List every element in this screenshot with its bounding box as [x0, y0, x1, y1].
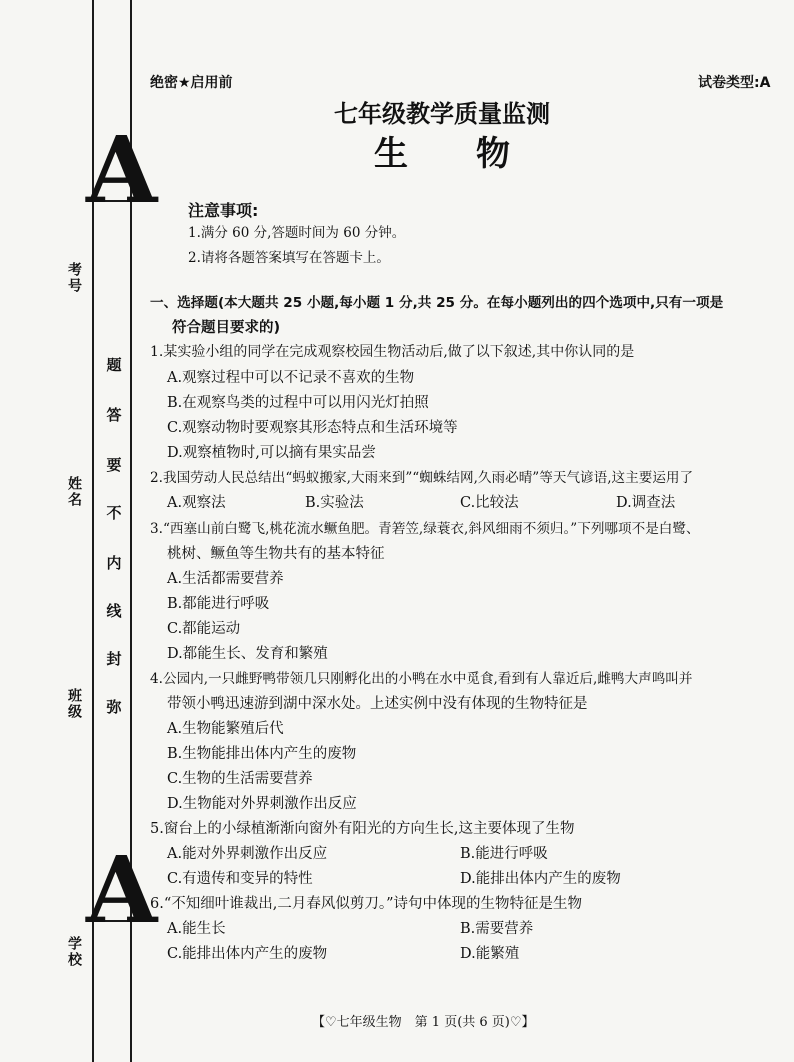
- option-d: D.观察植物时,可以摘有果实品尝: [167, 445, 376, 461]
- option-d: D.生物能对外界刺激作出反应: [167, 796, 357, 812]
- class-label: 班级: [66, 688, 82, 720]
- option-a: A.生物能繁殖后代: [167, 721, 284, 737]
- seal-char: 要: [106, 456, 122, 474]
- option-b: B.能进行呼吸: [460, 846, 548, 862]
- note-item: 2.请将各题答案填写在答题卡上。: [188, 250, 390, 266]
- paper-type-letter-bottom: A: [86, 836, 158, 944]
- seal-char: 不: [106, 504, 122, 522]
- option-b: B.生物能排出体内产生的废物: [167, 746, 357, 762]
- paper-type-label: 试卷类型:A: [698, 75, 771, 91]
- seal-char: 内: [106, 554, 122, 572]
- question-stem: 5.窗台上的小绿植渐渐向窗外有阳光的方向生长,这主要体现了生物: [150, 821, 575, 837]
- question-stem: 1.某实验小组的同学在完成观察校园生物活动后,做了以下叙述,其中你认同的是: [150, 344, 635, 360]
- option-d: D.能排出体内产生的废物: [460, 871, 621, 887]
- seal-char: 题: [106, 356, 122, 374]
- section-heading: 一、选择题(本大题共 25 小题,每小题 1 分,共 25 分。在每小题列出的四个选项中,只有一项是: [150, 295, 724, 311]
- option-a: A.观察过程中可以不记录不喜欢的生物: [167, 370, 415, 386]
- section-heading-cont: 符合题目要求的): [172, 320, 281, 336]
- school-label: 学校: [66, 936, 82, 968]
- option-c: C.生物的生活需要营养: [167, 771, 313, 787]
- question-stem: 4.公园内,一只雌野鸭带领几只刚孵化出的小鸭在水中觅食,看到有人靠近后,雌鸭大声鸣叫并: [150, 671, 693, 687]
- confidential-label: 绝密★启用前: [150, 75, 233, 91]
- seal-char: 弥: [106, 698, 122, 716]
- question-stem: 3.“西塞山前白鹭飞,桃花流水鳜鱼肥。青箬笠,绿蓑衣,斜风细雨不须归。”下列哪项不是白鹭、: [150, 521, 700, 537]
- note-item: 1.满分 60 分,答题时间为 60 分钟。: [188, 225, 406, 241]
- option-c: C.能排出体内产生的废物: [167, 946, 328, 962]
- seal-char: 线: [106, 602, 122, 620]
- question-stem-cont: 带领小鸭迅速游到湖中深水处。上述实例中没有体现的生物特征是: [167, 696, 588, 712]
- option-c: C.有遗传和变异的特性: [167, 871, 313, 887]
- exam-title: 七年级教学质量监测: [334, 99, 550, 128]
- option-c: C.比较法: [460, 495, 519, 511]
- option-d: D.调查法: [616, 495, 676, 511]
- option-b: B.都能进行呼吸: [167, 596, 270, 612]
- question-stem: 2.我国劳动人民总结出“蚂蚁搬家,大雨来到”“蜘蛛结网,久雨必晴”等天气谚语,这主要运用了: [150, 470, 694, 486]
- name-label: 姓名: [66, 476, 82, 508]
- seal-char: 答: [106, 406, 122, 424]
- option-a: A.能对外界刺激作出反应: [167, 846, 328, 862]
- exam-number-label: 考号: [66, 262, 82, 294]
- option-a: A.生活都需要营养: [167, 571, 284, 587]
- option-b: B.在观察鸟类的过程中可以用闪光灯拍照: [167, 395, 429, 411]
- option-a: A.观察法: [167, 495, 226, 511]
- option-b: B.需要营养: [460, 921, 534, 937]
- paper-type-letter-top: A: [86, 116, 158, 224]
- subject-title: 生 物: [374, 134, 510, 174]
- seal-char: 封: [106, 650, 122, 668]
- question-stem-cont: 桃树、鳜鱼等生物共有的基本特征: [167, 546, 385, 562]
- option-d: D.都能生长、发育和繁殖: [167, 646, 328, 662]
- option-c: C.观察动物时要观察其形态特点和生活环境等: [167, 420, 458, 436]
- page-footer: 【♡七年级生物 第 1 页(共 6 页)♡】: [312, 1015, 535, 1030]
- option-b: B.实验法: [305, 495, 364, 511]
- option-c: C.都能运动: [167, 621, 241, 637]
- option-d: D.能繁殖: [460, 946, 520, 962]
- option-a: A.能生长: [167, 921, 226, 937]
- question-stem: 6.“不知细叶谁裁出,二月春风似剪刀。”诗句中体现的生物特征是生物: [150, 896, 583, 912]
- notes-heading: 注意事项:: [188, 201, 259, 220]
